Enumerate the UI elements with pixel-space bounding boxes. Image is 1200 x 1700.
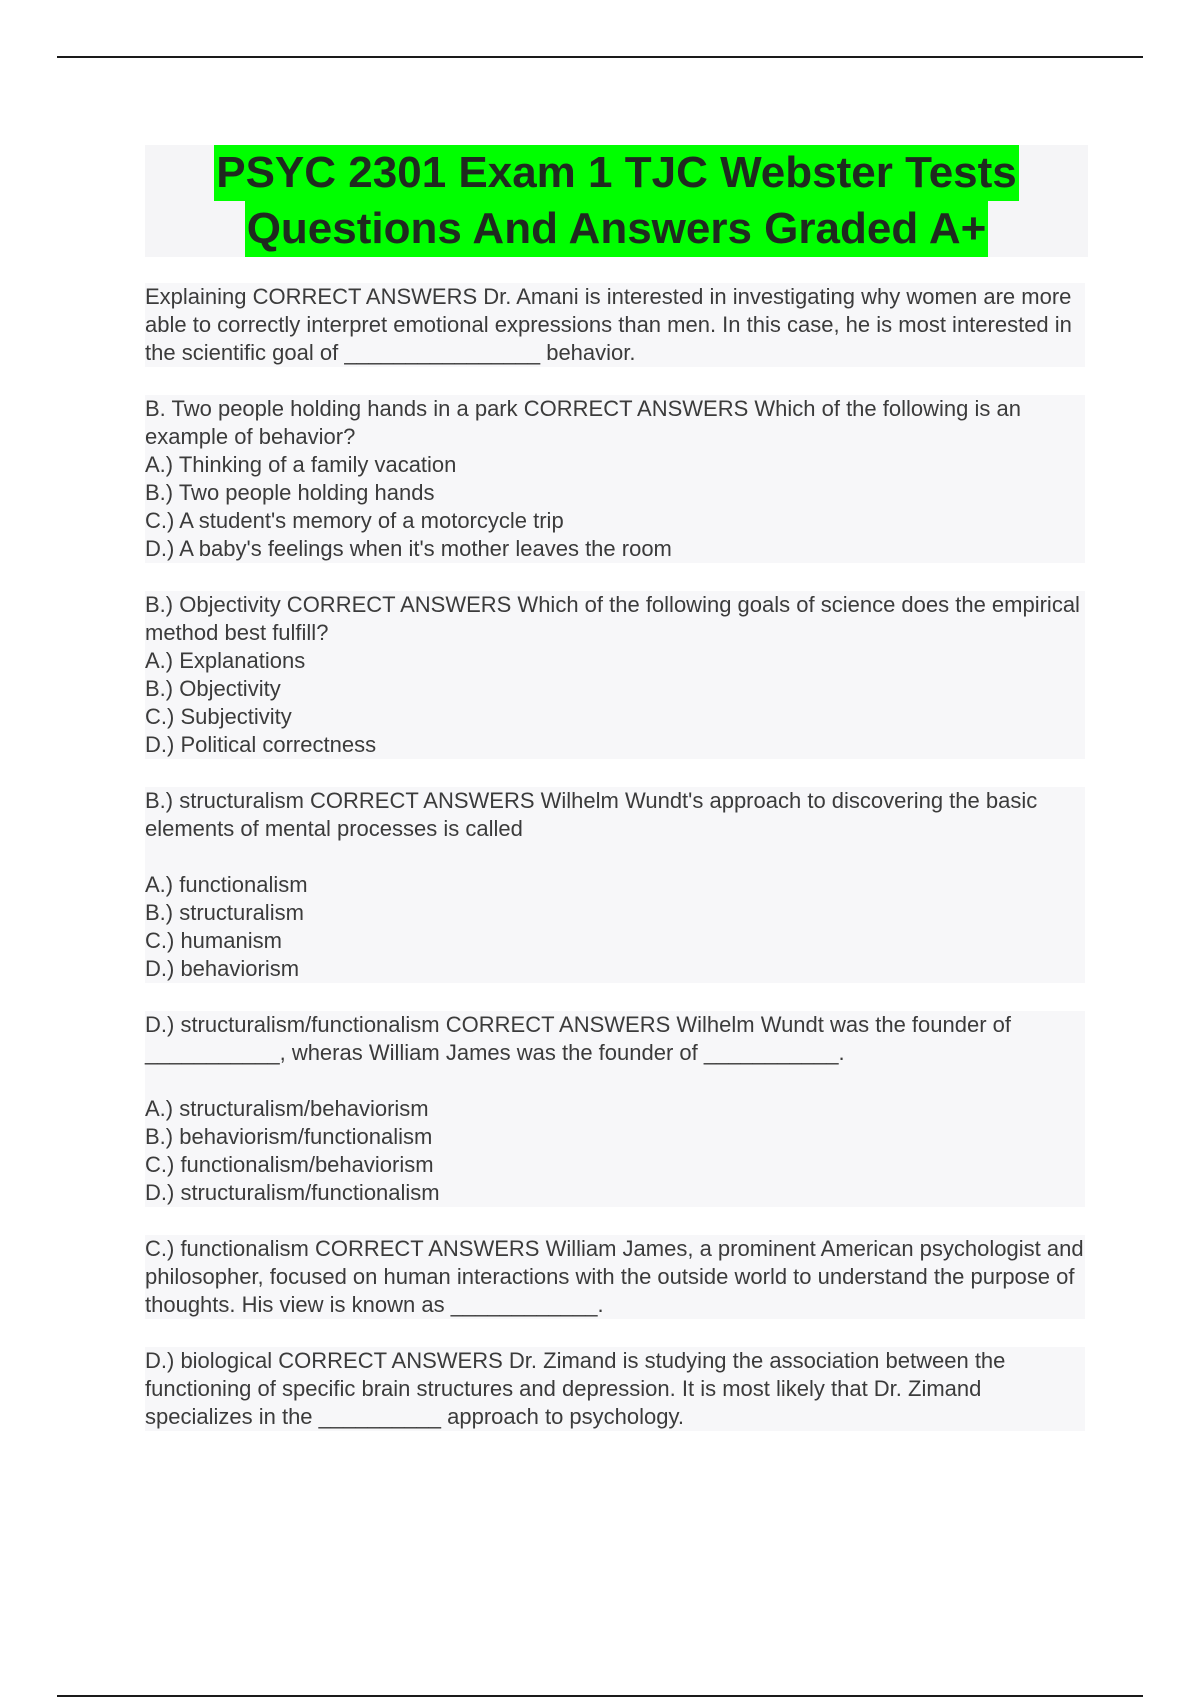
title-line-1: PSYC 2301 Exam 1 TJC Webster Tests [214, 145, 1019, 201]
document-title [145, 145, 1088, 257]
answer-options [145, 451, 1085, 563]
answer-option: B.) structuralism [145, 900, 304, 925]
title-line-2: Questions And Answers Graded A+ [245, 201, 989, 257]
answer-option: A.) structuralism/behaviorism [145, 1096, 429, 1121]
question-block [145, 1347, 1085, 1431]
answer-option: C.) Subjectivity [145, 704, 292, 729]
answer-option: C.) humanism [145, 928, 282, 953]
spacer [145, 1067, 1085, 1095]
question-text: B.) structuralism CORRECT ANSWERS Wilhelm Wundt's approach to discovering the basic elements of mental processes is called [145, 788, 1038, 841]
answer-option: D.) A baby's feelings when it's mother leaves the room [145, 536, 672, 561]
bottom-rule [57, 1695, 1143, 1697]
question-block [145, 1011, 1085, 1207]
answer-option: A.) Thinking of a family vacation [145, 452, 457, 477]
question-block [145, 283, 1085, 367]
answer-option: C.) A student's memory of a motorcycle trip [145, 508, 564, 533]
answer-option: B.) behaviorism/functionalism [145, 1124, 433, 1149]
answer-options [145, 1095, 1085, 1207]
question-text: Explaining CORRECT ANSWERS Dr. Amani is interested in investigating why women are more able to correctly interpret emotional expressions than men. In this case, he is most interested in the scientific goal of ________________ behavior. [145, 284, 1072, 365]
question-text: B. Two people holding hands in a park CORRECT ANSWERS Which of the following is an example of behavior? [145, 396, 1021, 449]
answer-option: A.) Explanations [145, 648, 306, 673]
question-block [145, 591, 1085, 759]
answer-option: B.) Objectivity [145, 676, 281, 701]
question-text: B.) Objectivity CORRECT ANSWERS Which of the following goals of science does the empirical method best fulfill? [145, 592, 1080, 645]
questions-list [145, 283, 1085, 1459]
question-block [145, 395, 1085, 563]
question-text: C.) functionalism CORRECT ANSWERS William James, a prominent American psychologist and philosopher, focused on human interactions with the outside world to understand the purpose of thoughts. His view is known as ____________. [145, 1236, 1084, 1317]
answer-option: C.) functionalism/behaviorism [145, 1152, 434, 1177]
question-block [145, 787, 1085, 983]
question-block [145, 1235, 1085, 1319]
answer-option: D.) structuralism/functionalism [145, 1180, 440, 1205]
answer-option: B.) Two people holding hands [145, 480, 435, 505]
answer-options [145, 871, 1085, 983]
question-text: D.) structuralism/functionalism CORRECT ANSWERS Wilhelm Wundt was the founder of ___________, wheras William James was the founder of ___________. [145, 1012, 1012, 1065]
answer-option: A.) functionalism [145, 872, 308, 897]
answer-option: D.) behaviorism [145, 956, 300, 981]
question-text: D.) biological CORRECT ANSWERS Dr. Zimand is studying the association between the functioning of specific brain structures and depression. It is most likely that Dr. Zimand specializes in the __________ approach to psychology. [145, 1348, 1006, 1429]
spacer [145, 843, 1085, 871]
answer-option: D.) Political correctness [145, 732, 377, 757]
answer-options [145, 647, 1085, 759]
top-rule [57, 56, 1143, 58]
